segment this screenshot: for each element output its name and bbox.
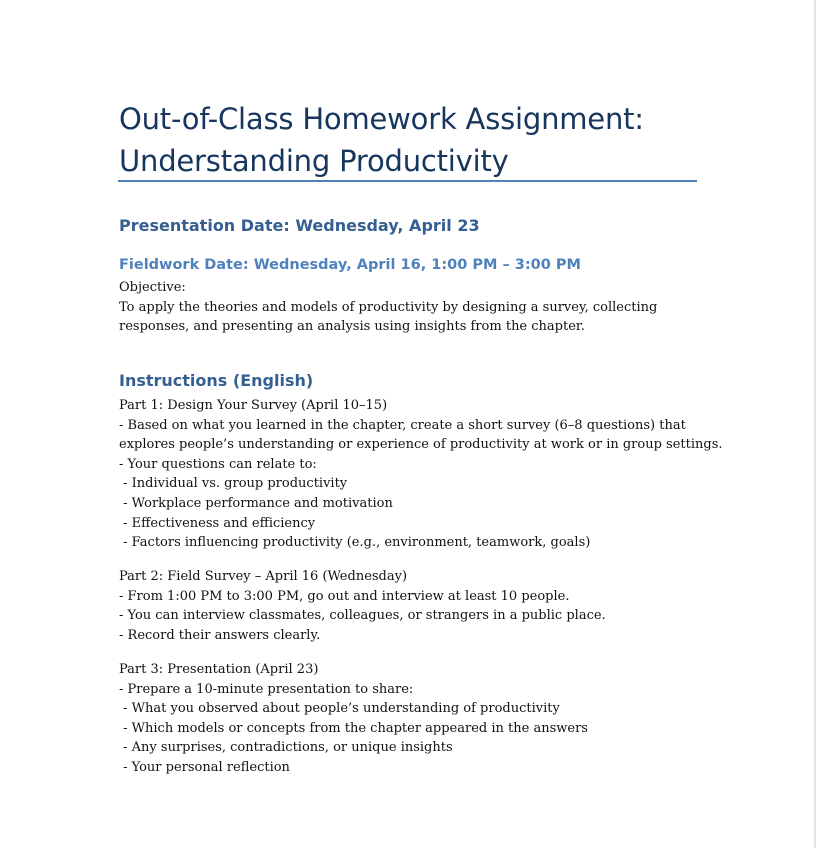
part2-section: [119, 567, 719, 645]
part2-line: - You can interview classmates, colleagues, or strangers in a public place.: [119, 608, 606, 624]
part3-line: - Prepare a 10-minute presentation to share:: [119, 681, 414, 697]
part2-line: - Record their answers clearly.: [119, 627, 321, 643]
part1-section: [119, 396, 723, 553]
part3-line: - Your personal reflection: [119, 759, 290, 775]
part3-section: [119, 660, 719, 778]
part1-line: - Factors influencing productivity (e.g., environment, teamwork, goals): [119, 535, 591, 551]
part1-line: - Workplace performance and motivation: [119, 495, 393, 511]
title-line-1: Out-of-Class Homework Assignment:: [119, 102, 644, 136]
part1-line: - Based on what you learned in the chapter, create a short survey (6–8 questions) that: [119, 417, 686, 433]
document-title: [119, 98, 699, 182]
part3-line: - What you observed about people’s understanding of productivity: [119, 701, 560, 717]
part1-line: - Your questions can relate to:: [119, 456, 317, 472]
title-line-2: Understanding Productivity: [119, 144, 509, 178]
part1-title: Part 1: Design Your Survey (April 10–15): [119, 398, 388, 413]
fieldwork-date-heading: Fieldwork Date: Wednesday, April 16, 1:00 PM – 3:00 PM: [119, 257, 581, 273]
part2-line: - From 1:00 PM to 3:00 PM, go out and interview at least 10 people.: [119, 588, 570, 604]
part1-line: - Individual vs. group productivity: [119, 476, 348, 492]
objective-text-line-2: responses, and presenting an analysis using insights from the chapter.: [119, 319, 585, 335]
part3-line: - Any surprises, contradictions, or unique insights: [119, 740, 453, 756]
presentation-date-heading: Presentation Date: Wednesday, April 23: [119, 216, 480, 235]
part1-line: explores people’s understanding or experience of productivity at work or in group settings.: [119, 437, 723, 453]
part2-title: Part 2: Field Survey – April 16 (Wednesday): [119, 569, 408, 584]
objective-label: Objective:: [119, 280, 186, 295]
part1-line: - Effectiveness and efficiency: [119, 515, 316, 531]
title-underline-rule: [118, 180, 697, 182]
instructions-heading: Instructions (English): [119, 371, 314, 390]
part3-line: - Which models or concepts from the chapter appeared in the answers: [119, 720, 588, 736]
part3-title: Part 3: Presentation (April 23): [119, 662, 319, 677]
objective-section: [119, 278, 719, 337]
objective-text-line-1: To apply the theories and models of productivity by designing a survey, collecting: [119, 299, 658, 315]
